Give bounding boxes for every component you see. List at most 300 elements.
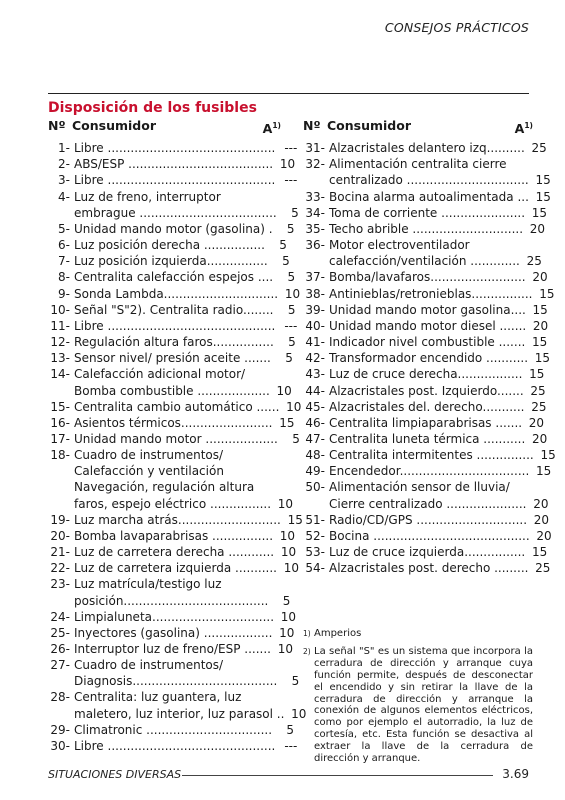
fuse-consumer-line: Indicador nivel combustible .......: [329, 335, 526, 350]
fuse-row: [48, 366, 292, 398]
fuse-consumer: [70, 286, 278, 302]
fuse-consumer: [70, 609, 274, 625]
fuse-consumer-line: Limpialuneta................................: [74, 609, 275, 624]
fuse-consumer-line: Sonda Lambda..............................: [74, 286, 279, 301]
fuse-consumer-line: Luz posición izquierda................: [74, 254, 268, 269]
fuse-amperage: 10: [280, 545, 297, 560]
column-number-header: Nº: [48, 118, 66, 133]
fuse-consumer: [70, 512, 281, 528]
fuse-row: [303, 447, 556, 463]
fuse-amperage: 15: [532, 302, 548, 317]
fuse-consumer: [70, 657, 277, 689]
fuse-amperage: 5: [287, 270, 296, 285]
fuse-consumer-line: Climatronic .................................: [74, 722, 273, 737]
fuse-amperage: ---: [284, 738, 298, 753]
fuse-consumer-line: Centralita: luz guantera, luz: [74, 690, 242, 705]
fuse-amperage: 5: [291, 205, 299, 220]
fuse-number: 30-: [50, 738, 70, 753]
fuse-consumer: [325, 366, 522, 382]
fuse-consumer: [70, 576, 268, 608]
fuse-consumer: [70, 738, 275, 754]
fuse-number: 20-: [50, 528, 70, 543]
fuse-number: 40-: [305, 318, 325, 333]
fuse-consumer-line: Bocina alarma autoalimentada ...: [329, 189, 529, 204]
fuse-amperage: 10: [276, 383, 292, 398]
fuse-number: 15-: [50, 399, 70, 414]
fuse-row: [48, 140, 298, 156]
fuse-number: 8-: [58, 270, 70, 285]
fuse-consumer-line: Techo abrible .............................: [329, 221, 524, 236]
fuse-table-left: [48, 118, 307, 754]
fuse-rows-right: [303, 140, 556, 576]
fuse-amperage: 15: [535, 189, 551, 204]
fuse-consumer: [70, 253, 268, 269]
fuse-consumer-line: faros, espejo eléctrico ................: [74, 496, 272, 511]
fuse-row: [48, 156, 296, 172]
fuse-consumer: [70, 172, 275, 188]
fuse-consumer: [325, 205, 525, 221]
fuse-amperage: 5: [286, 221, 295, 236]
fuse-consumer-line: Alzacristales post. Izquierdo.......: [329, 383, 524, 398]
footnote-text: La señal "S" es un sistema que incorpora la cerradura de dirección y arranque cuya función permite, después de desconectar el encendido y sin retirar la llave de la cerradura de dirección y arranque la conexión de algunos elementos eléctricos, como por ejemplo el autorradio, la luz de cortesía, etc. Esta función se desactiva al extraer la llave de la cerradura de dirección y arranque.: [314, 645, 533, 765]
fuse-consumer-line: Diagnosis......................................: [74, 674, 278, 689]
fuse-number: 45-: [305, 399, 325, 414]
fuse-consumer-line: Bomba lavaparabrisas ................: [74, 528, 274, 543]
fuse-number: 28-: [50, 690, 70, 705]
fuse-consumer-line: Alzacristales delantero izq..........: [329, 141, 525, 156]
fuse-consumer-line: Unidad mando motor (gasolina) .: [74, 221, 273, 236]
fuse-consumer: [325, 399, 524, 415]
footer-section-title: SITUACIONES DIVERSAS: [48, 768, 182, 781]
fuse-consumer-line: Centralita limpiaparabrisas .......: [329, 415, 523, 430]
fuse-number: 12-: [50, 335, 70, 350]
fuse-number: 52-: [305, 528, 325, 543]
fuse-consumer-line: Regulación altura faros................: [74, 335, 274, 350]
fuse-table-right: [303, 118, 556, 576]
column-amps-header: $A^{1)}$: [262, 121, 281, 136]
fuse-row: [48, 172, 298, 188]
fuse-consumer: [325, 189, 529, 205]
column-consumer-header: Consumidor: [327, 118, 412, 133]
fuse-consumer-line: Señal "S"2). Centralita radio........: [74, 302, 274, 317]
page-header-title: CONSEJOS PRÁCTICOS: [384, 20, 529, 35]
fuse-amperage: 25: [526, 254, 542, 269]
fuse-amperage: 25: [531, 399, 547, 414]
fuse-consumer-line: Calefacción adicional motor/: [74, 367, 246, 382]
fuse-row: [48, 302, 296, 318]
fuse-row: [303, 205, 548, 221]
fuse-row: [48, 722, 295, 738]
fuse-amperage: 10: [284, 286, 301, 301]
fuse-number: 33-: [305, 189, 325, 204]
fuse-number: 43-: [305, 367, 325, 382]
fuse-consumer: [325, 528, 530, 544]
fuse-amperage: 20: [532, 270, 548, 285]
fuse-number: 22-: [50, 561, 70, 576]
fuse-row: [48, 318, 298, 334]
fuse-consumer: [325, 431, 525, 447]
fuse-number: 38-: [305, 286, 325, 301]
fuse-number: 19-: [50, 512, 70, 527]
fuse-consumer: [70, 221, 273, 237]
fuse-amperage: 20: [533, 496, 549, 511]
fuse-number: 14-: [50, 367, 70, 382]
fuse-row: [303, 156, 551, 188]
fuse-consumer: [325, 463, 529, 479]
fuse-consumer: [70, 140, 275, 156]
fuse-consumer: [70, 318, 275, 334]
fuse-consumer: [325, 156, 529, 188]
fuse-row: [303, 286, 555, 302]
fuse-row: [303, 350, 551, 366]
fuse-row: [303, 463, 552, 479]
fuse-amperage: 10: [279, 625, 295, 640]
fuse-amperage: 15: [534, 351, 551, 366]
fuse-row: [303, 140, 547, 156]
fuse-amperage: 10: [279, 528, 296, 543]
fuse-consumer-line: Luz de carretera izquierda ...........: [74, 561, 277, 576]
fuse-consumer: [325, 447, 534, 463]
table-header: [303, 118, 533, 137]
fuse-amperage: 20: [533, 512, 550, 527]
fuse-row: [303, 415, 545, 431]
fuse-number: 31-: [305, 141, 325, 156]
fuse-consumer: [70, 447, 271, 512]
fuse-consumer-line: Encendedor..................................: [329, 464, 530, 479]
fuse-amperage: 20: [528, 415, 545, 430]
column-amps-header: $A^{1)}$: [514, 121, 533, 136]
fuse-consumer: [70, 334, 274, 350]
fuse-row: [303, 189, 551, 205]
footnote-text: Amperios: [314, 628, 362, 639]
fuse-row: [48, 350, 293, 366]
fuse-amperage: 20: [529, 221, 546, 236]
fuse-number: 9-: [58, 286, 70, 301]
fuse-amperage: 20: [536, 528, 552, 543]
fuse-consumer: [70, 722, 272, 738]
fuse-amperage: 5: [282, 593, 291, 608]
fuse-consumer: [325, 237, 520, 269]
fuse-consumer-line: Cuadro de instrumentos/: [74, 658, 224, 673]
fuse-consumer-line: Interruptor luz de freno/ESP .......: [74, 642, 271, 656]
fuse-consumer-line: Alimentación centralita cierre: [329, 157, 507, 172]
fuse-consumer: [325, 221, 523, 237]
fuse-consumer-line: Centralita intermitentes ...............: [329, 448, 534, 463]
fuse-consumer-line: Libre ............................................: [74, 318, 276, 333]
fuse-amperage: 10: [286, 399, 302, 414]
fuse-consumer-line: Luz posición derecha ................: [74, 238, 265, 253]
fuse-row: [48, 657, 300, 689]
fuse-amperage: 15: [529, 367, 545, 382]
fuse-number: 27-: [50, 658, 70, 673]
fuse-amperage: 15: [535, 173, 551, 188]
fuse-row: [303, 221, 546, 237]
fuse-row: [303, 318, 549, 334]
fuse-row: [303, 431, 548, 447]
fuse-consumer: [70, 269, 273, 285]
fuse-number: 5-: [58, 221, 70, 236]
fuse-consumer-line: Motor electroventilador: [329, 238, 470, 253]
fuse-number: 46-: [305, 415, 325, 430]
fuse-consumer-line: Toma de corriente ......................: [329, 205, 526, 220]
fuse-row: [303, 528, 552, 544]
fuse-amperage: 25: [531, 141, 547, 156]
fuse-row: [48, 641, 293, 657]
fuse-consumer: [70, 625, 272, 641]
fuse-amperage: 20: [531, 431, 548, 446]
fuse-number: 3-: [58, 173, 70, 188]
fuse-number: 16-: [50, 415, 70, 430]
fuse-consumer-line: Luz de freno, interruptor: [74, 189, 221, 204]
fuse-consumer-line: Luz matrícula/testigo luz: [74, 577, 222, 592]
section-title: Disposición de los fusibles: [48, 100, 257, 116]
fuse-row: [48, 253, 290, 269]
fuse-consumer: [325, 350, 528, 366]
fuse-consumer: [70, 689, 284, 721]
fuse-amperage: 25: [535, 561, 551, 576]
fuse-consumer: [325, 318, 526, 334]
fuse-number: 41-: [305, 335, 325, 350]
fuse-amperage: 5: [291, 674, 300, 689]
fuse-number: 39-: [305, 302, 325, 317]
fuse-consumer-line: Bomba combustible ...................: [74, 383, 270, 398]
fuse-consumer-line: Transformador encendido ...........: [329, 351, 529, 366]
fuse-number: 11-: [50, 318, 70, 333]
fuse-consumer-line: Cierre centralizado .....................: [329, 496, 527, 511]
fuse-amperage: 15: [535, 464, 552, 479]
fuse-consumer-line: Unidad mando motor gasolina....: [329, 302, 526, 317]
fuse-consumer-line: calefacción/ventilación .............: [329, 254, 520, 269]
fuse-row: [48, 528, 296, 544]
fuse-amperage: 15: [531, 545, 548, 560]
fuse-consumer-line: ABS/ESP ......................................: [74, 157, 274, 172]
fuse-row: [48, 576, 291, 608]
fuse-amperage: 5: [282, 254, 290, 269]
fuse-consumer: [70, 189, 277, 221]
fuse-row: [303, 479, 549, 511]
fuse-row: [48, 334, 296, 350]
fuse-consumer-line: Bocina .........................................: [329, 528, 530, 543]
fuse-consumer-line: Libre ............................................: [74, 738, 276, 753]
fuse-consumer: [70, 415, 272, 431]
fuse-amperage: 25: [530, 383, 546, 398]
fuse-number: 7-: [58, 254, 70, 269]
fuse-consumer: [325, 334, 525, 350]
footnotes: [303, 628, 533, 771]
fuse-amperage: ---: [284, 318, 298, 333]
fuse-number: 37-: [305, 270, 325, 285]
fuse-number: 17-: [50, 431, 70, 446]
footnote-marker: 1): [303, 629, 311, 638]
fuse-row: [48, 609, 297, 625]
fuse-consumer-line: posición......................................: [74, 593, 269, 608]
fuse-consumer-line: Centralita cambio automático ......: [74, 399, 280, 414]
fuse-number: 36-: [305, 238, 325, 253]
fuse-number: 18-: [50, 448, 70, 463]
fuse-number: 50-: [305, 480, 325, 495]
fuse-consumer: [325, 415, 522, 431]
fuse-row: [48, 269, 296, 285]
fuse-consumer: [70, 350, 271, 366]
fuse-row: [303, 302, 548, 318]
fuse-consumer-line: maletero, luz interior, luz parasol ..: [74, 706, 285, 721]
fuse-amperage: 5: [285, 351, 293, 366]
fuse-amperage: 20: [532, 318, 549, 333]
fuse-consumer: [70, 560, 277, 576]
fuse-row: [48, 286, 301, 302]
fuse-amperage: 5: [279, 238, 287, 253]
fuse-row: [48, 625, 295, 641]
fuse-number: 51-: [305, 512, 325, 527]
fuse-consumer-line: Unidad mando motor ...................: [74, 431, 278, 446]
fuse-consumer-line: Luz de carretera derecha ............: [74, 545, 275, 560]
fuse-number: 10-: [50, 302, 70, 317]
fuse-consumer-line: Asientos térmicos........................: [74, 415, 273, 430]
fuse-row: [48, 560, 299, 576]
fuse-consumer-line: embrague ....................................: [74, 205, 277, 220]
fuse-consumer-line: Calefacción y ventilación: [74, 464, 224, 479]
fuse-row: [48, 415, 295, 431]
fuse-row: [48, 237, 287, 253]
fuse-consumer-line: Centralita luneta térmica ...........: [329, 431, 526, 446]
fuse-consumer-line: Alzacristales del. derecho...........: [329, 399, 525, 414]
fuse-consumer-line: Unidad mando motor diesel .......: [329, 318, 527, 333]
fuse-consumer-line: Luz marcha atrás...........................: [74, 512, 281, 527]
fuse-amperage: 10: [279, 157, 296, 172]
fuse-number: 1-: [58, 141, 70, 156]
fuse-consumer: [70, 302, 274, 318]
fuse-row: [48, 544, 297, 560]
fuse-consumer-line: Inyectores (gasolina) ..................: [74, 625, 273, 640]
fuse-number: 4-: [58, 189, 70, 204]
fuse-amperage: 10: [280, 609, 297, 624]
fuse-number: 32-: [305, 157, 325, 172]
fuse-row: [303, 237, 542, 269]
fuse-amperage: 15: [279, 415, 295, 430]
fuse-consumer: [325, 560, 528, 576]
fuse-consumer-line: Libre ............................................: [74, 141, 276, 156]
fuse-amperage: 15: [532, 335, 548, 350]
footnote-marker: 2): [303, 646, 311, 656]
fuse-consumer: [70, 399, 279, 415]
fuse-number: 53-: [305, 545, 325, 560]
fuse-amperage: 5: [288, 335, 296, 350]
fuse-row: [48, 431, 300, 447]
fuse-consumer-line: centralizado ................................: [329, 173, 529, 188]
fuse-consumer-line: Centralita calefacción espejos ....: [74, 270, 274, 285]
fuse-consumer-line: Alzacristales post. derecho .........: [329, 561, 529, 576]
fuse-row: [48, 221, 295, 237]
fuse-amperage: 5: [287, 302, 296, 317]
table-header: [48, 118, 281, 137]
fuse-row: [303, 334, 548, 350]
fuse-amperage: 10: [277, 642, 293, 656]
fuse-number: 47-: [305, 431, 325, 446]
fuse-consumer: [325, 383, 524, 399]
fuse-amperage: 10: [277, 496, 294, 511]
column-number-header: Nº: [303, 118, 321, 133]
column-consumer-header: Consumidor: [72, 118, 157, 133]
fuse-row: [303, 399, 547, 415]
fuse-consumer: [325, 140, 525, 156]
fuse-number: 24-: [50, 609, 70, 624]
fuse-consumer: [325, 479, 526, 511]
fuse-row: [303, 269, 548, 285]
fuse-consumer-line: Bomba/lavafaros.........................: [329, 270, 526, 285]
fuse-row: [48, 447, 294, 512]
fuse-amperage: ---: [284, 173, 298, 188]
fuse-amperage: 10: [283, 561, 299, 576]
fuse-number: 35-: [305, 221, 325, 236]
fuse-consumer: [70, 528, 273, 544]
fuse-row: [303, 366, 545, 382]
fuse-amperage: 10: [291, 706, 307, 721]
fuse-number: 48-: [305, 448, 325, 463]
fuse-amperage: 5: [286, 722, 295, 737]
fuse-amperage: 5: [292, 431, 300, 446]
fuse-row: [303, 512, 550, 528]
footnote: [303, 646, 533, 765]
fuse-row: [48, 399, 302, 415]
fuse-consumer: [70, 237, 265, 253]
fuse-number: 44-: [305, 383, 325, 398]
fuse-number: 49-: [305, 464, 325, 479]
fuse-amperage: 15: [531, 205, 548, 220]
fuse-consumer-line: Navegación, regulación altura: [74, 480, 255, 495]
fuse-amperage: 15: [539, 286, 555, 301]
fuse-number: 2-: [58, 157, 70, 172]
fuse-number: 42-: [305, 351, 325, 366]
fuse-row: [303, 544, 548, 560]
fuse-consumer-line: Luz de cruce derecha.................: [329, 367, 523, 382]
fuse-number: 23-: [50, 577, 70, 592]
fuse-row: [48, 689, 307, 721]
fuse-number: 21-: [50, 545, 70, 560]
fuse-consumer: [325, 302, 526, 318]
fuse-number: 34-: [305, 205, 325, 220]
fuse-number: 25-: [50, 625, 70, 640]
fuse-consumer: [325, 269, 526, 285]
fuse-row: [48, 512, 303, 528]
fuse-consumer-line: Radio/CD/GPS .............................: [329, 512, 528, 527]
fuse-number: 54-: [305, 561, 325, 576]
fuse-number: 26-: [50, 642, 70, 656]
fuse-consumer-line: Sensor nivel/ presión aceite .......: [74, 351, 271, 366]
header-divider: [48, 93, 529, 94]
fuse-amperage: 15: [540, 448, 556, 463]
fuse-row: [48, 189, 299, 221]
footnote: [303, 628, 533, 640]
fuse-consumer-line: Cuadro de instrumentos/: [74, 448, 224, 463]
fuse-consumer-line: Luz de cruce izquierda................: [329, 545, 526, 560]
fuse-consumer: [70, 641, 271, 657]
fuse-consumer: [70, 544, 274, 560]
fuse-amperage: ---: [284, 141, 298, 156]
fuse-consumer: [70, 156, 273, 172]
fuse-row: [303, 560, 551, 576]
fuse-consumer: [70, 366, 270, 398]
fuse-consumer: [325, 286, 532, 302]
fuse-consumer: [70, 431, 278, 447]
fuse-amperage: 15: [287, 512, 303, 527]
fuse-consumer-line: Antinieblas/retronieblas................: [329, 286, 533, 301]
fuse-rows-left: [48, 140, 307, 754]
page-number: 3.69: [502, 767, 529, 781]
fuse-consumer-line: Alimentación sensor de lluvia/: [329, 480, 510, 495]
fuse-number: 13-: [50, 351, 70, 366]
fuse-consumer: [325, 544, 525, 560]
footer-divider: [182, 775, 493, 776]
